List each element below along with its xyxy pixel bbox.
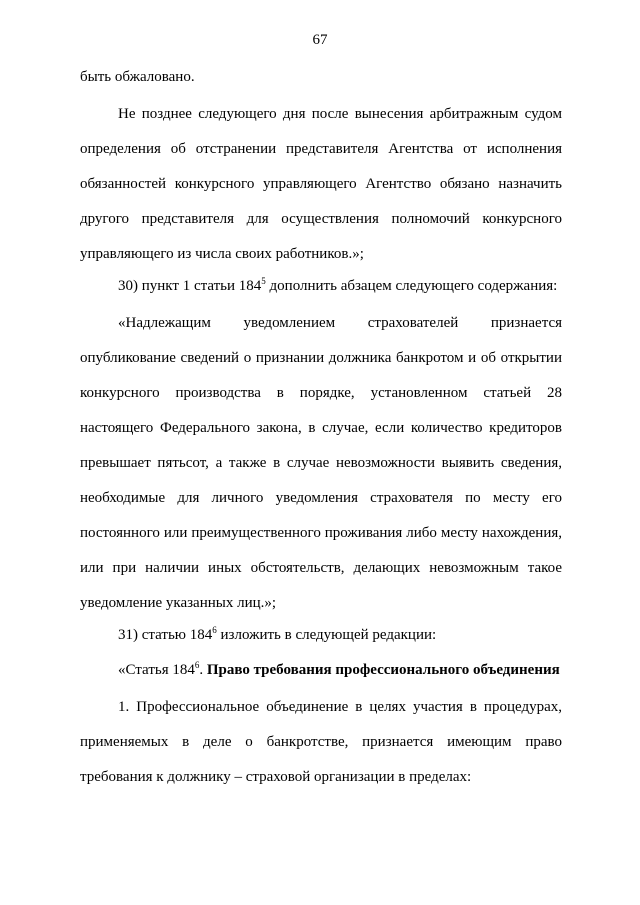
amendment-text: 30) пункт 1 статьи 184 xyxy=(118,278,262,294)
article-superscript: 5 xyxy=(261,276,266,286)
quoted-paragraph-line: опубликование сведений о признании должника банкротом и об открытии xyxy=(80,350,562,366)
amendment-item-31 xyxy=(118,625,562,645)
article-paragraph-line: применяемых в деле о банкротстве, признается имеющим право xyxy=(80,734,562,750)
article-label-dot: . xyxy=(199,662,207,678)
quoted-paragraph-line: «Надлежащим уведомлением страхователей признается xyxy=(118,315,562,331)
paragraph-line: другого представителя для осуществления полномочий конкурсного xyxy=(80,211,562,227)
quoted-paragraph-line: или при наличии иных обстоятельств, делающих невозможным такое xyxy=(80,560,562,576)
article-paragraph-line: 1. Профессиональное объединение в целях участия в процедурах, xyxy=(118,699,562,715)
article-paragraph-line: требования к должнику – страховой организации в пределах: xyxy=(80,769,472,785)
amendment-text: дополнить абзацем следующего содержания: xyxy=(265,278,558,294)
quoted-paragraph-line: превышает пятьсот, а также в случае невозможности выявить сведения, xyxy=(80,455,562,471)
quoted-paragraph-line: уведомление указанных лиц.»; xyxy=(80,595,277,611)
article-label: «Статья 184 xyxy=(118,662,195,678)
article-superscript: 6 xyxy=(212,625,217,635)
amendment-text: 31) статью 184 xyxy=(118,627,213,643)
article-superscript: 6 xyxy=(194,660,200,670)
text-line: быть обжаловано. xyxy=(80,69,195,85)
amendment-text: изложить в следующей редакции: xyxy=(216,627,437,643)
article-heading xyxy=(118,660,562,680)
paragraph-line: Не позднее следующего дня после вынесения арбитражным судом xyxy=(118,106,562,122)
paragraph-line: обязанностей конкурсного управляющего Агентство обязано назначить xyxy=(80,176,562,192)
article-title: Право требования профессионального объединения xyxy=(206,662,560,678)
page-number: 67 xyxy=(312,32,328,48)
quoted-paragraph-line: постоянного или преимущественного проживания либо месту нахождения, xyxy=(80,525,562,541)
amendment-item-30 xyxy=(118,276,562,296)
paragraph-line: управляющего из числа своих работников.»; xyxy=(80,246,364,262)
quoted-paragraph-line: необходимые для личного уведомления страхователя по месту его xyxy=(80,490,562,506)
quoted-paragraph-line: настоящего Федерального закона, в случае, если количество кредиторов xyxy=(80,420,562,436)
paragraph-line: определения об отстранении представителя Агентства от исполнения xyxy=(80,141,562,157)
quoted-paragraph-line: конкурсного производства в порядке, установленном статьей 28 xyxy=(80,385,562,401)
